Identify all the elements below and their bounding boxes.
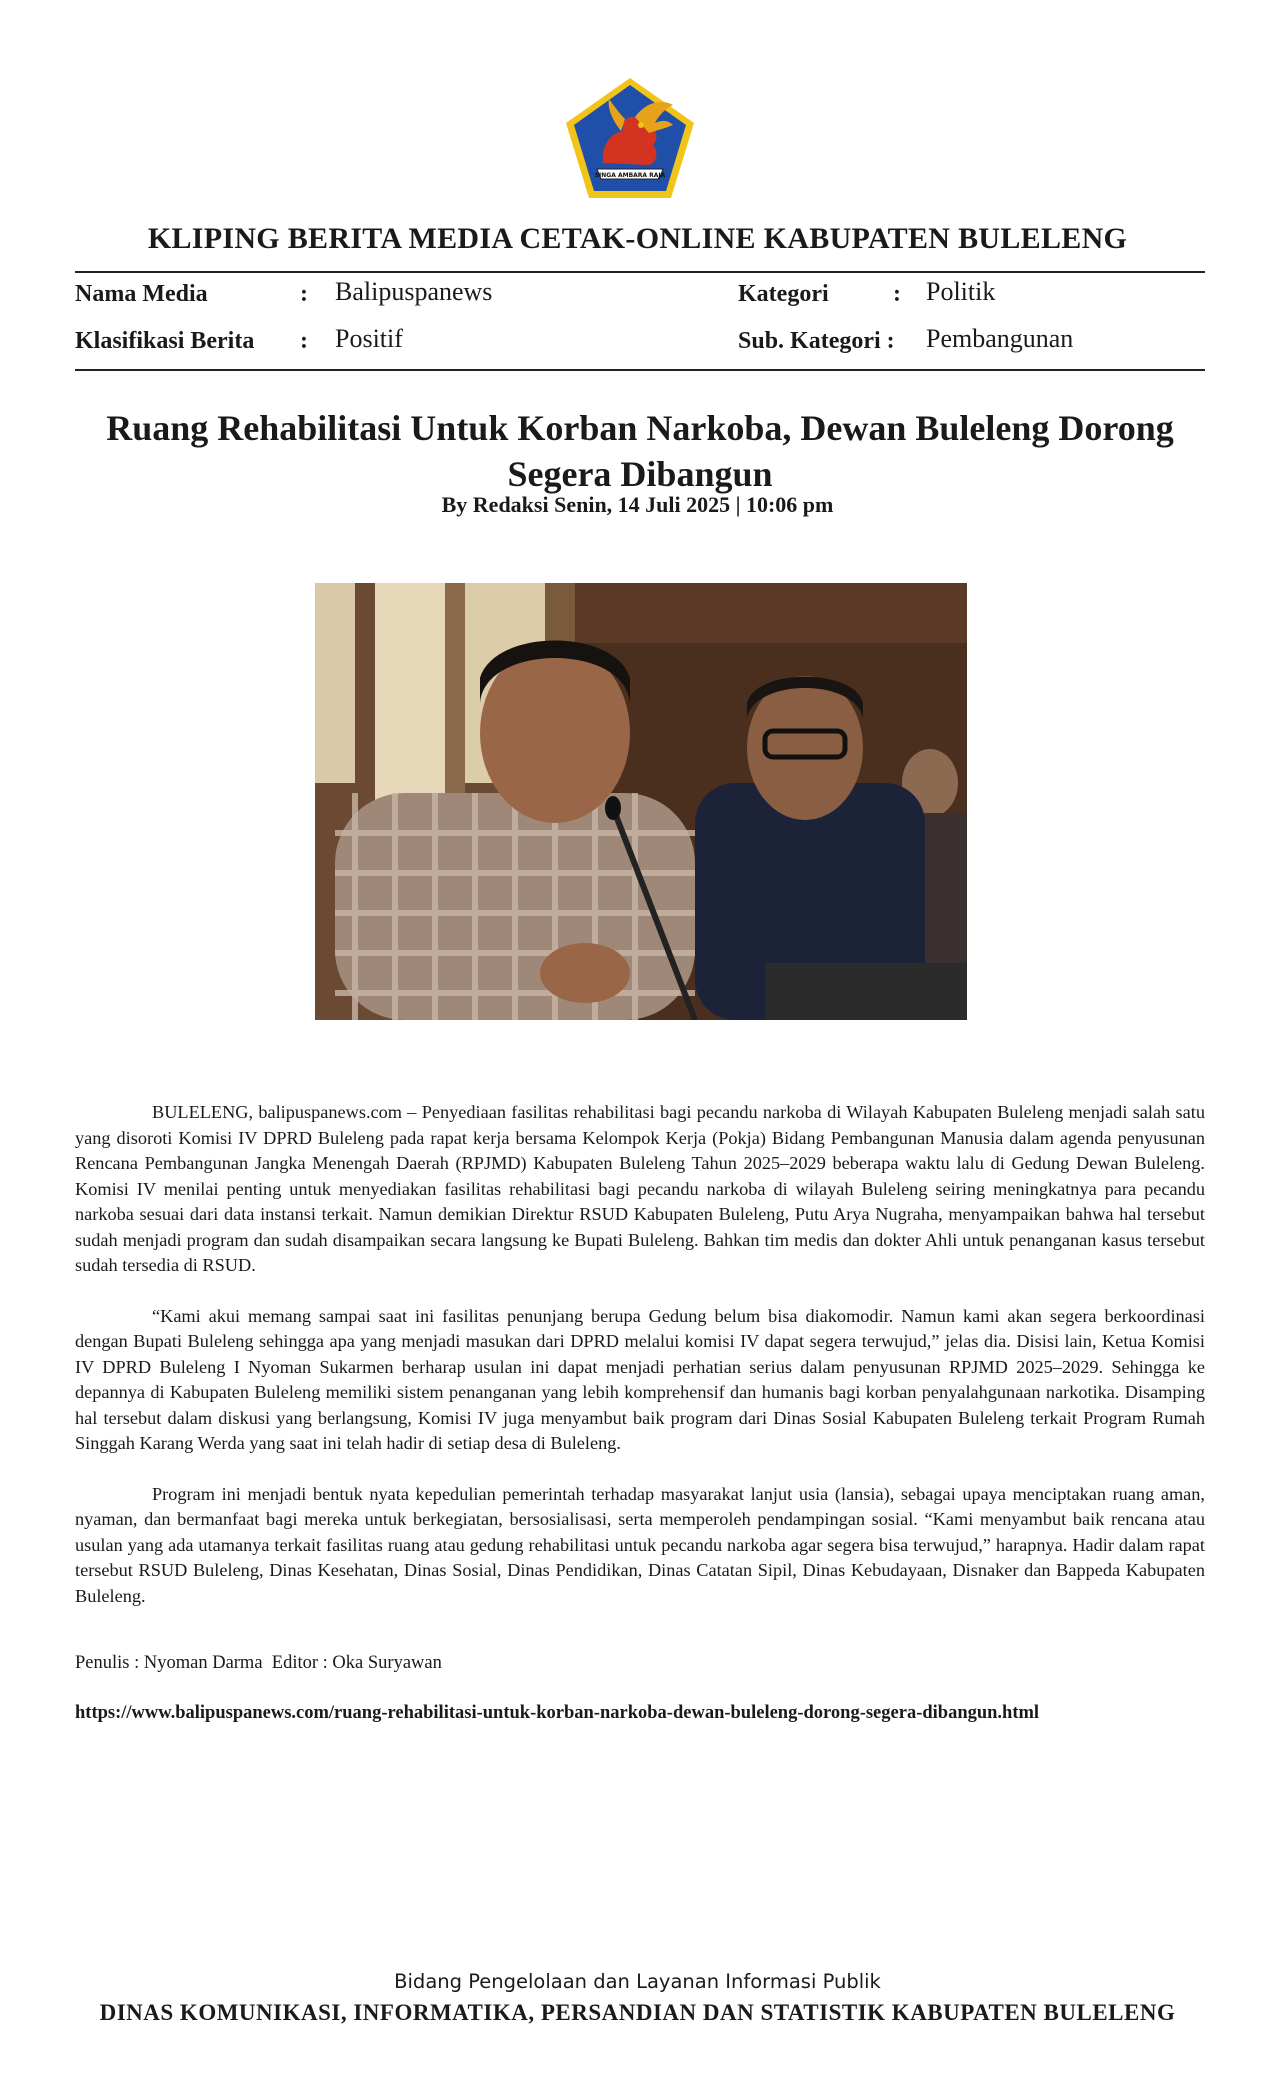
article-photo [315, 583, 967, 1020]
article-paragraph: Program ini menjadi bentuk nyata kepedulian pemerintah terhadap masyarakat lanjut usia (lansia), sebagai upaya menciptakan ruang aman, nyaman, dan bermanfaat bagi mereka untuk berkegiatan, bersosialisasi, serta memperoleh pendampingan sosial. “Kami menyambut baik rencana atau usulan yang ada utamanya terkait fasilitas ruang atau gedung rehabilitasi untuk pecandu narkoba agar segera bisa terwujud,” harapnya. Hadir dalam rapat tersebut RSUD Buleleng, Dinas Kesehatan, Dinas Sosial, Dinas Pendidikan, Dinas Catatan Sipil, Dinas Kebudayaan, Disnaker dan Bappeda Kabupaten Buleleng. [75, 1483, 1205, 1606]
article-credits: Penulis : Nyoman Darma Editor : Oka Suryawan [75, 1653, 442, 1673]
headline-line-2: Segera Dibangun [507, 454, 773, 494]
logo-motto: SINGA AMBARA RAJA [594, 172, 666, 179]
document-title: KLIPING BERITA MEDIA CETAK-ONLINE KABUPATEN BULELENG [147, 222, 1128, 255]
subcategory-value: Pembangunan [926, 324, 1074, 353]
category-colon: : [893, 281, 901, 307]
header-bottom-rule [75, 369, 1205, 371]
media-name-label: Nama Media [75, 281, 208, 307]
article-paragraph: “Kami akui memang sampai saat ini fasilitas penunjang berupa Gedung belum bisa diakomodir. Namun kami akan segera berkoordinasi dengan Bupati Buleleng sehingga apa yang menjadi masukan dari DPRD melalui komisi IV dapat segera terwujud,” jelas dia. Disisi lain, Ketua Komisi IV DPRD Buleleng I Nyoman Sukarmen berharap usulan ini dapat menjadi perhatian serius dalam penyusunan RPJMD 2025–2029. Sehingga ke depannya di Kabupaten Buleleng memiliki sistem penanganan yang lebih komprehensif dan humanis bagi korban penyalahgunaan narkotika. Disamping hal tersebut dalam diskusi yang berlangsung, Komisi IV juga menyambut baik program dari Dinas Sosial Kabupaten Buleleng terkait Program Rumah Singgah Karang Werda yang saat ini telah hadir di setiap desa di Buleleng. [75, 1305, 1205, 1453]
source-url-link[interactable]: https://www.balipuspanews.com/ruang-rehabilitasi-untuk-korban-narkoba-dewan-buleleng-dorong-segera-dibangun.html [75, 1703, 1040, 1723]
category-value: Politik [926, 277, 996, 306]
footer-agency: DINAS KOMUNIKASI, INFORMATIKA, PERSANDIAN DAN STATISTIK KABUPATEN BULELENG [99, 2000, 1176, 2025]
article-byline: By Redaksi Senin, 14 Juli 2025 | 10:06 pm [441, 492, 834, 517]
classification-value: Positif [335, 324, 403, 353]
header-top-rule [75, 271, 1205, 273]
footer-department: Bidang Pengelolaan dan Layanan Informasi Publik [394, 1970, 881, 1993]
article-paragraph: BULELENG, balipuspanews.com – Penyediaan fasilitas rehabilitasi bagi pecandu narkoba di Wilayah Kabupaten Buleleng menjadi salah satu yang disoroti Komisi IV DPRD Buleleng pada rapat kerja bersama Kelompok Kerja (Pokja) Bidang Pembangunan Manusia dalam agenda penyusunan Rencana Pembangunan Jangka Menengah Daerah (RPJMD) Kabupaten Buleleng Tahun 2025–2029 beberapa waktu lalu di Gedung Dewan Buleleng. Komisi IV menilai penting untuk menyediakan fasilitas rehabilitasi bagi pecandu narkoba di wilayah Buleleng seiring meningkatnya para pecandu narkoba sesuai dari data instansi terkait. Namun demikian Direktur RSUD Kabupaten Buleleng, Putu Arya Nugraha, menyampaikan bahwa hal tersebut sudah menjadi program dan sudah disampaikan secara langsung ke Bupati Buleleng. Bahkan tim medis dan dokter Ahli untuk penanganan kasus tersebut sudah tersedia di RSUD. [75, 1102, 1205, 1275]
article-headline [75, 405, 1205, 497]
media-name-value: Balipuspanews [335, 277, 493, 306]
classification-colon: : [300, 328, 308, 354]
media-name-colon: : [300, 281, 308, 307]
article-body [75, 1100, 1205, 1634]
headline-line-1: Ruang Rehabilitasi Untuk Korban Narkoba, Dewan Buleleng Dorong [106, 408, 1174, 448]
buleleng-regency-logo [563, 75, 697, 201]
category-label: Kategori [738, 281, 829, 307]
subcategory-label: Sub. Kategori : [738, 328, 895, 354]
classification-label: Klasifikasi Berita [75, 328, 255, 354]
